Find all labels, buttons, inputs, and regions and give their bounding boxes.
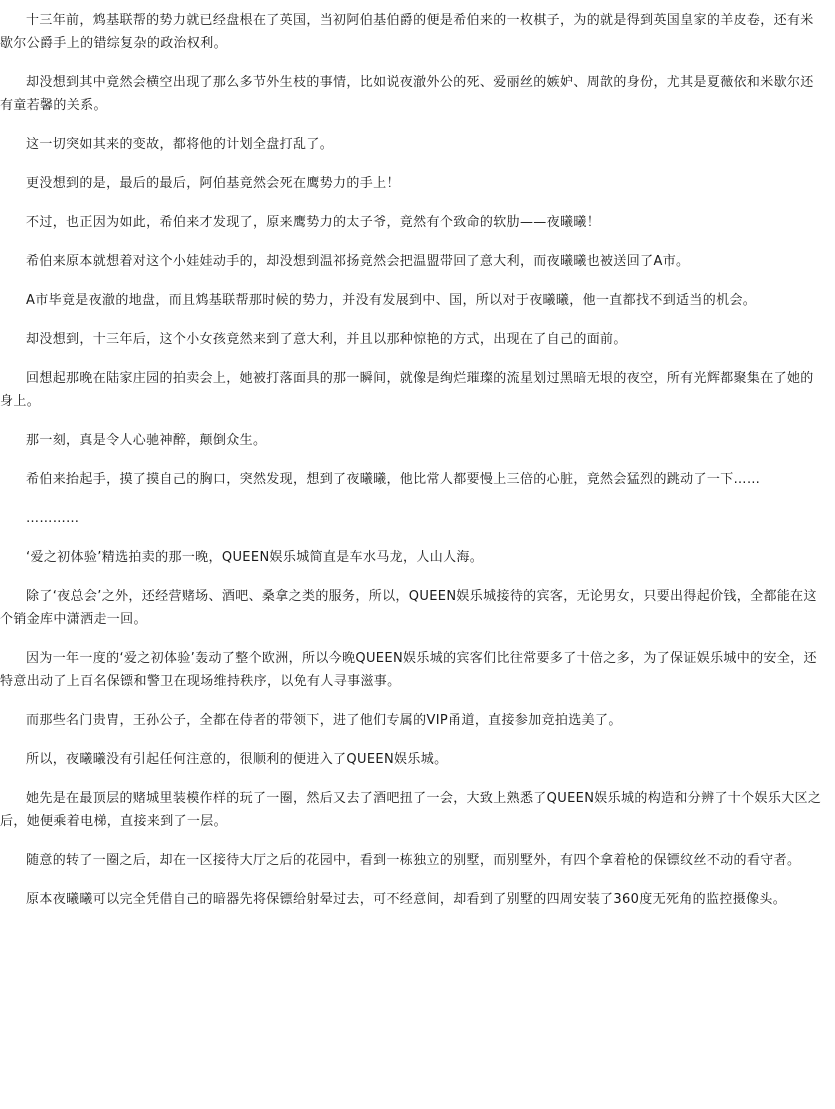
paragraph: A市毕竟是夜澈的地盘，而且鸩基联帮那时候的势力，并没有发展到中、国，所以对于夜曦曦，他一直都找不到适当的机会。 <box>26 293 757 308</box>
paragraph: 这一切突如其来的变故，都将他的计划全盘打乱了。 <box>26 137 334 152</box>
paragraph: 除了‘夜总会’之外，还经营赌场、酒吧、桑拿之类的服务，所以，QUEEN娱乐城接待的宾客，无论男女，只要出得起价钱，全都能在这个销金库中潇洒走一回。 <box>0 589 817 627</box>
paragraph: 十三年前，鸩基联帮的势力就已经盘根在了英国，当初阿伯基伯爵的便是希伯来的一枚棋子，为的就是得到英国皇家的羊皮卷，还有米歇尔公爵手上的错综复杂的政治权利。 <box>0 13 814 51</box>
paragraph: 因为一年一度的‘爱之初体验’轰动了整个欧洲，所以今晚QUEEN娱乐城的宾客们比往常要多了十倍之多，为了保证娱乐城中的安全，还特意出动了上百名保镖和警卫在现场维持秩序，以免有人寻事滋事。 <box>0 651 817 689</box>
paragraph: 更没想到的是，最后的最后，阿伯基竟然会死在鹰势力的手上！ <box>26 176 400 191</box>
paragraph: ………… <box>26 511 80 526</box>
paragraph: 却没想到其中竟然会横空出现了那么多节外生枝的事情，比如说夜澈外公的死、爱丽丝的嫉妒、周歆的身份，尤其是夏薇依和米歇尔还有童若馨的关系。 <box>0 75 814 113</box>
paragraph: 希伯来原本就想着对这个小娃娃动手的，却没想到温祁扬竟然会把温盟带回了意大利，而夜曦曦也被送回了A市。 <box>26 254 690 269</box>
article-body <box>0 9 822 927</box>
paragraph: 回想起那晚在陆家庄园的拍卖会上，她被打落面具的那一瞬间，就像是绚烂璀璨的流星划过黑暗无垠的夜空，所有光辉都聚集在了她的身上。 <box>0 371 814 409</box>
paragraph: 却没想到，十三年后，这个小女孩竟然来到了意大利，并且以那种惊艳的方式，出现在了自己的面前。 <box>26 332 627 347</box>
paragraph: 原本夜曦曦可以完全凭借自己的暗器先将保镖给射晕过去，可不经意间，却看到了别墅的四周安装了360度无死角的监控摄像头。 <box>26 892 787 907</box>
paragraph: 她先是在最顶层的赌城里装模作样的玩了一圈，然后又去了酒吧扭了一会，大致上熟悉了QUEEN娱乐城的构造和分辨了十个娱乐大区之后，她便乘着电梯，直接来到了一层。 <box>0 791 822 829</box>
paragraph: 而那些名门贵胄，王孙公子，全都在侍者的带领下，进了他们专属的VIP甬道，直接参加竞拍选美了。 <box>26 713 622 728</box>
paragraph: 那一刻，真是令人心驰神醉，颠倒众生。 <box>26 433 267 448</box>
paragraph: 不过，也正因为如此，希伯来才发现了，原来鹰势力的太子爷，竟然有个致命的软肋——夜曦曦！ <box>26 215 601 230</box>
paragraph: 希伯来抬起手，摸了摸自己的胸口，突然发现，想到了夜曦曦，他比常人都要慢上三倍的心脏，竟然会猛烈的跳动了一下…… <box>26 472 761 487</box>
paragraph: 随意的转了一圈之后，却在一区接待大厅之后的花园中，看到一栋独立的别墅，而别墅外，有四个拿着枪的保镖纹丝不动的看守者。 <box>26 853 801 868</box>
paragraph: 所以，夜曦曦没有引起任何注意的，很顺利的便进入了QUEEN娱乐城。 <box>26 752 448 767</box>
paragraph: ‘爱之初体验’精选拍卖的那一晚，QUEEN娱乐城简直是车水马龙，人山人海。 <box>26 550 484 565</box>
